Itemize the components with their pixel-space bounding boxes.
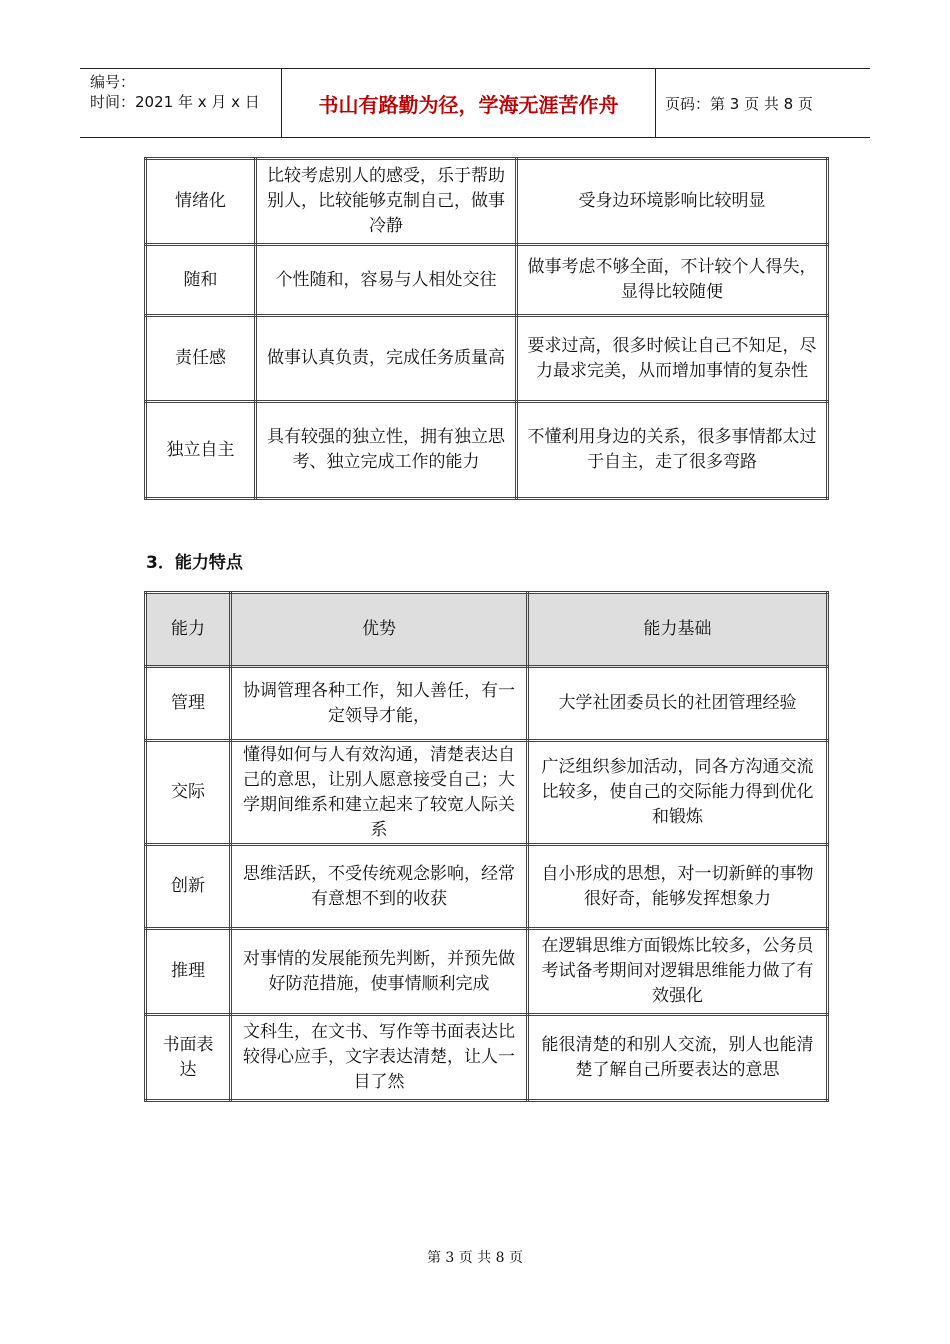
ability-cell: 交际: [146, 741, 231, 845]
basis-cell: 大学社团委员长的社团管理经验: [528, 667, 828, 741]
advantage-cell: 文科生，在文书、写作等书面表达比较得心应手，文字表达清楚，让人一目了然: [231, 1015, 528, 1101]
table-row: [146, 402, 828, 499]
table-row: [146, 1015, 828, 1101]
header-page-info: 页码：第 3 页 共 8 页: [665, 95, 813, 113]
header-motto: 书山有路勤为径，学海无涯苦作舟: [282, 69, 656, 137]
trait-cell: 责任感: [146, 316, 256, 402]
ability-table: [144, 591, 829, 1102]
time-label: 时间：2021 年 x 月 x 日: [90, 93, 260, 111]
table-row: [146, 667, 828, 741]
basis-cell: 在逻辑思维方面锻炼比较多，公务员考试备考期间对逻辑思维能力做了有效强化: [528, 929, 828, 1015]
trait-cell: 随和: [146, 245, 256, 316]
basis-cell: 自小形成的思想，对一切新鲜的事物很好奇，能够发挥想象力: [528, 845, 828, 929]
table-row: [146, 741, 828, 845]
col-header-ability: 能力: [146, 593, 231, 667]
col-header-advantage: 优势: [231, 593, 528, 667]
strength-cell: 做事认真负责，完成任务质量高: [256, 316, 517, 402]
table-row: [146, 245, 828, 316]
number-label: 编号：: [90, 73, 136, 91]
page-header: [80, 68, 870, 138]
ability-cell: 推理: [146, 929, 231, 1015]
page-footer: 第 3 页 共 8 页: [426, 1250, 524, 1266]
trait-cell: 独立自主: [146, 402, 256, 499]
table-row: [146, 316, 828, 402]
weakness-cell: 要求过高，很多时候让自己不知足，尽力最求完美，从而增加事情的复杂性: [517, 316, 828, 402]
ability-cell: 书面表达: [146, 1015, 231, 1101]
section-title: 3．能力特点: [146, 553, 243, 573]
advantage-cell: 思维活跃，不受传统观念影响，经常有意想不到的收获: [231, 845, 528, 929]
table-header-row: [146, 593, 828, 667]
weakness-cell: 受身边环境影响比较明显: [517, 159, 828, 245]
advantage-cell: 懂得如何与人有效沟通，清楚表达自己的意思，让别人愿意接受自己；大学期间维系和建立起来了较宽人际关系: [231, 741, 528, 845]
ability-cell: 创新: [146, 845, 231, 929]
advantage-cell: 对事情的发展能预先判断，并预先做好防范措施，使事情顺利完成: [231, 929, 528, 1015]
table-row: [146, 929, 828, 1015]
header-meta: [80, 69, 282, 137]
table-row: [146, 159, 828, 245]
strength-cell: 个性随和，容易与人相处交往: [256, 245, 517, 316]
table-row: [146, 845, 828, 929]
weakness-cell: 不懂利用身边的关系，很多事情都太过于自主，走了很多弯路: [517, 402, 828, 499]
ability-cell: 管理: [146, 667, 231, 741]
strength-cell: 比较考虑别人的感受，乐于帮助别人，比较能够克制自己，做事冷静: [256, 159, 517, 245]
strength-cell: 具有较强的独立性，拥有独立思考、独立完成工作的能力: [256, 402, 517, 499]
basis-cell: 广泛组织参加活动，同各方沟通交流比较多，使自己的交际能力得到优化和锻炼: [528, 741, 828, 845]
trait-cell: 情绪化: [146, 159, 256, 245]
col-header-basis: 能力基础: [528, 593, 828, 667]
basis-cell: 能很清楚的和别人交流，别人也能清楚了解自己所要表达的意思: [528, 1015, 828, 1101]
weakness-cell: 做事考虑不够全面，不计较个人得失，显得比较随便: [517, 245, 828, 316]
advantage-cell: 协调管理各种工作，知人善任，有一定领导才能，: [231, 667, 528, 741]
personality-table: [144, 157, 829, 500]
